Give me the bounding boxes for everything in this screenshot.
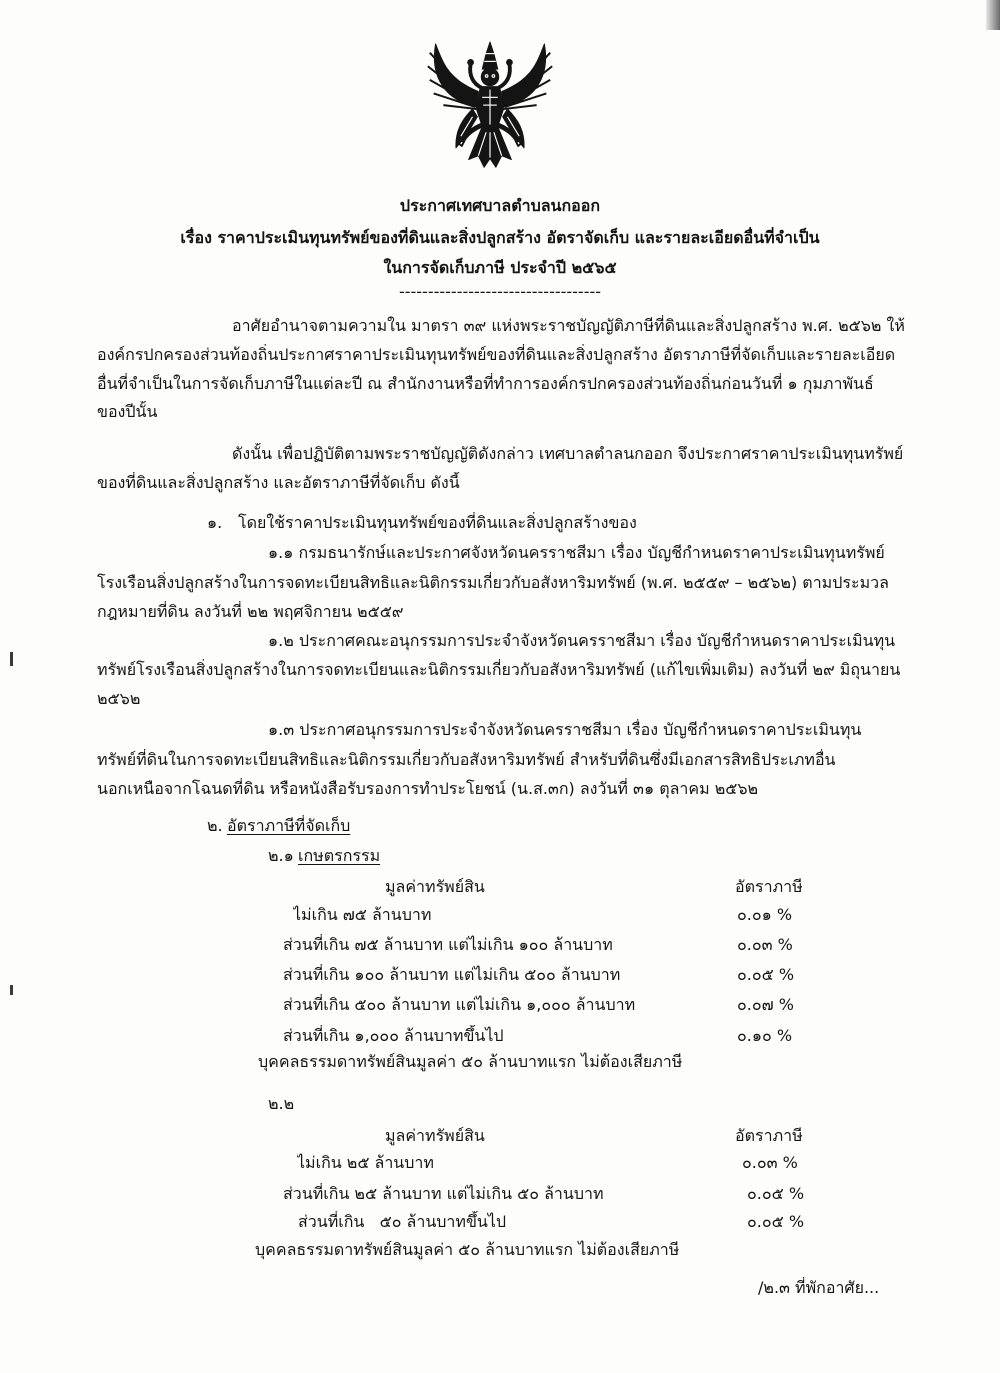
table-row-rate: ๐.๐๕ % <box>747 1212 805 1231</box>
garuda-emblem <box>422 40 558 178</box>
agriculture-col-value: มูลค่าทรัพย์สิน <box>385 877 485 896</box>
title-divider: ----------------------------------- <box>398 282 602 301</box>
intro-line: อื่นที่จำเป็นในการจัดเก็บภาษีในแต่ละปี ณ สำนักงานหรือที่ทำการองค์กรปกครองส่วนท้องถิ่นก่อนวันที่ ๑ กุมภาพันธ์ <box>97 374 874 393</box>
table-row-rate: ๐.๐๕ % <box>747 1184 805 1203</box>
table-row-value: ส่วนที่เกิน ๒๕ ล้านบาท แต่ไม่เกิน ๕๐ ล้านบาท <box>283 1184 604 1203</box>
item-line: นอกเหนือจากโฉนดที่ดิน หรือหนังสือรับรองการทำประโยชน์ (น.ส.๓ก) ลงวันที่ ๓๑ ตุลาคม ๒๕๖๒ <box>97 779 759 798</box>
announcement-title: ประกาศเทศบาลตำบลนกออก <box>399 196 601 215</box>
table-row-value: ส่วนที่เกิน ๑๐๐ ล้านบาท แต่ไม่เกิน ๕๐๐ ล้านบาท <box>283 965 621 984</box>
intro-line: ของปีนั้น <box>97 402 158 421</box>
residential-number: ๒.๒ <box>268 1094 295 1113</box>
agriculture-number: ๒.๑ <box>268 846 294 865</box>
intro-line: อาศัยอำนาจตามความใน มาตรา ๓๙ แห่งพระราชบัญญัติภาษีที่ดินและสิ่งปลูกสร้าง พ.ศ. ๒๕๖๒ ให้ <box>232 316 905 335</box>
scan-mark <box>10 985 13 995</box>
section-2-number: ๒. <box>207 816 223 835</box>
scan-mark <box>10 652 13 666</box>
table-row-rate: ๐.๐๗ % <box>737 995 794 1014</box>
agriculture-exemption-note: บุคคลธรรมดาทรัพย์สินมูลค่า ๕๐ ล้านบาทแรก ไม่ต้องเสียภาษี <box>258 1052 683 1071</box>
conclusion-line: ดังนั้น เพื่อปฏิบัติตามพระราชบัญญัติดังกล่าว เทศบาลตำลนกออก จึงประกาศราคาประเมินทุนทรัพย์ <box>232 444 904 463</box>
announcement-subject-line2: ในการจัดเก็บภาษี ประจำปี ๒๕๖๕ <box>383 258 617 277</box>
item-line: โรงเรือนสิ่งปลูกสร้างในการจดทะเบียนสิทธิและนิติกรรมเกี่ยวกับอสังหาริมทรัพย์ (พ.ศ. ๒๕๕๙ – ๒๕๖๒) ตามประมวล <box>97 573 889 592</box>
residential-col-rate: อัตราภาษี <box>735 1126 803 1145</box>
scan-edge-shadow <box>986 0 1000 30</box>
section-1-number: ๑. <box>207 513 223 532</box>
item-line: ทรัพย์โรงเรือนสิ่งปลูกสร้างในการจดทะเบียนและนิติกรรมเกี่ยวกับอสังหาริมทรัพย์ (แก้ไขเพิ่มเติม) ลงวันที่ ๒๙ มิถุนายน <box>97 660 901 679</box>
table-row-value: ส่วนที่เกิน ๑,๐๐๐ ล้านบาทขึ้นไป <box>283 1026 504 1045</box>
residential-title-wrap <box>297 1093 737 1117</box>
item-line: ๑.๒ ประกาศคณะอนุกรรมการประจำจังหวัดนครราชสีมา เรื่อง บัญชีกำหนดราคาประเมินทุน <box>268 631 896 650</box>
table-row-value: ไม่เกิน ๒๕ ล้านบาท <box>297 1153 434 1172</box>
conclusion-line: ของที่ดินและสิ่งปลูกสร้าง และอัตราภาษีที่จัดเก็บ ดังนี้ <box>97 473 460 492</box>
table-row-rate: ๐.๐๕ % <box>737 965 795 984</box>
item-line: ทรัพย์ที่ดินในการจดทะเบียนสิทธิและนิติกรรมเกี่ยวกับอสังหาริมทรัพย์ สำหรับที่ดินซึ่งมีเอกสารสิทธิประเภทอื่น <box>97 750 836 769</box>
section-2-heading: อัตราภาษีที่จัดเก็บ <box>227 816 351 835</box>
table-row-rate: ๐.๐๓ % <box>742 1153 798 1172</box>
table-row-rate: ๐.๑๐ % <box>737 1026 793 1045</box>
residential-exemption-note: บุคคลธรรมดาทรัพย์สินมูลค่า ๕๐ ล้านบาทแรก ไม่ต้องเสียภาษี <box>255 1240 680 1259</box>
announcement-subject: เรื่อง ราคาประเมินทุนทรัพย์ของที่ดินและสิ่งปลูกสร้าง อัตราจัดเก็บ และรายละเอียดอื่นที่จำเป็น <box>180 228 820 247</box>
item-line: กฎหมายที่ดิน ลงวันที่ ๒๒ พฤศจิกายน ๒๕๕๙ <box>97 602 404 621</box>
agriculture-col-rate: อัตราภาษี <box>735 877 803 896</box>
table-row-rate: ๐.๐๑ % <box>737 905 793 924</box>
table-row-value: ไม่เกิน ๗๕ ล้านบาท <box>293 905 432 924</box>
table-row-value: ส่วนที่เกิน ๗๕ ล้านบาท แต่ไม่เกิน ๑๐๐ ล้านบาท <box>283 935 613 954</box>
table-row-value: ส่วนที่เกิน ๕๐ ล้านบาทขึ้นไป <box>298 1212 507 1231</box>
table-row-value: ส่วนที่เกิน ๕๐๐ ล้านบาท แต่ไม่เกิน ๑,๐๐๐ ล้านบาท <box>283 995 636 1014</box>
section-1-heading: โดยใช้ราคาประเมินทุนทรัพย์ของที่ดินและสิ่งปลูกสร้างของ <box>238 513 637 532</box>
table-row-rate: ๐.๐๓ % <box>737 935 793 954</box>
residential-col-value: มูลค่าทรัพย์สิน <box>385 1126 485 1145</box>
agriculture-title: เกษตรกรรม <box>298 846 381 865</box>
item-line: ๑.๓ ประกาศอนุกรรมการประจำจังหวัดนครราชสีมา เรื่อง บัญชีกำหนดราคาประเมินทุน <box>268 720 862 739</box>
page-continuation: /๒.๓ ที่พักอาศัย... <box>758 1278 880 1297</box>
item-line: ๑.๑ กรมธนารักษ์และประกาศจังหวัดนครราชสีมา เรื่อง บัญชีกำหนดราคาประเมินทุนทรัพย์ <box>268 543 885 562</box>
intro-line: องค์กรปกครองส่วนท้องถิ่นประกาศราคาประเมินทุนทรัพย์ของที่ดินและสิ่งปลูกสร้าง อัตราภาษีที่จัดเก็บและรายละเอียด <box>97 345 896 364</box>
item-line: ๒๕๖๒ <box>97 689 141 708</box>
